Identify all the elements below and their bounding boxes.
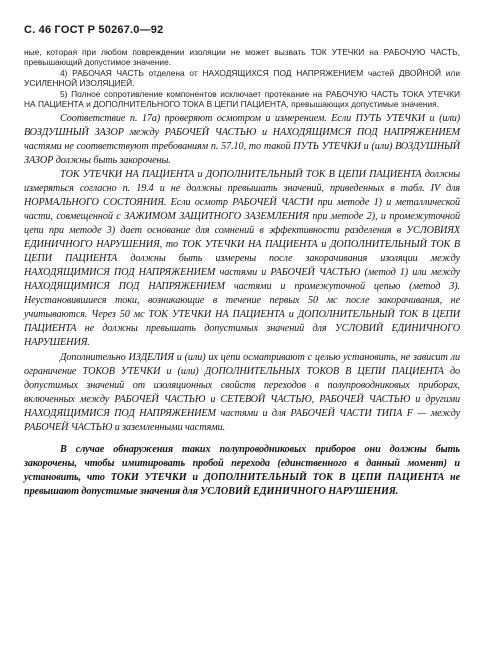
page-body [24, 47, 460, 499]
paragraph-leakage-current-test: ТОК УТЕЧКИ НА ПАЦИЕНТА и ДОПОЛНИТЕЛЬНЫЙ ТОК В ЦЕПИ ПАЦИЕНТА должны измеряться согласно п. 19.4 и не должны превышать значений, приведенных в табл. IV для НОРМАЛЬНОГО СОСТОЯНИЯ. Если осмотр РАБОЧЕЙ ЧАСТИ при методе 1) и металлической части, совмещенной с ЗАЖИМОМ ЗАЩИТНОГО ЗАЗЕМЛЕНИЯ при методе 2), и промежуточной цепи при методе 3) дает основание для сомнений в эффективности разделения в УСЛОВИЯХ ЕДИНИЧНОГО НАРУШЕНИЯ, то ТОК УТЕЧКИ НА ПАЦИЕНТА и ДОПОЛНИТЕЛЬНЫЙ ТОК В ЦЕПИ ПАЦИЕНТА должны быть измерены после закорачивания изоляции между НАХОДЯЩИМИСЯ ПОД НАПРЯЖЕНИЕМ частями и РАБОЧЕЙ ЧАСТЬЮ (метод 1) или между НАХОДЯЩИМИСЯ ПОД НАПРЯЖЕНИЕМ частями и промежуточной цепью (метод 3). Неустановившиеся токи, возникающие в течение первых 50 мс после закорачивания, не учитываются. Через 50 мс ТОК УТЕЧКИ НА ПАЦИЕНТА и ДОПОЛНИТЕЛЬНЫЙ ТОК В ЦЕПИ ПАЦИЕНТА не должны превышать допустимых значений для УСЛОВИЙ ЕДИНИЧНОГО НАРУШЕНИЯ. [24, 169, 460, 348]
paragraph-additional-inspection: Дополнительно ИЗДЕЛИЯ и (или) их цепи осматривают с целью установить, не зависит ли ограничение ТОКОВ УТЕЧКИ и (или) ДОПОЛНИТЕЛЬНЫХ ТОКОВ В ЦЕПИ ПАЦИЕНТА до допустимых значений от изоляционных свойств переходов в полупроводниковых приборах, включенных между РАБОЧЕЙ ЧАСТЬЮ и СЕТЕВОЙ ЧАСТЬЮ, РАБОЧЕЙ ЧАСТЬЮ и другими НАХОДЯЩИМИСЯ ПОД НАПРЯЖЕНИЕМ частями и для РАБОЧЕЙ ЧАСТИ ТИПА F — между РАБОЧЕЙ ЧАСТЬЮ и заземленными частями. [24, 352, 460, 433]
paragraph-semiconductor-shorting: В случае обнаружения таких полупроводниковых приборов они должны быть закорочены, чтобы имитировать пробой перехода (единственного в данный момент) и установить, что ТОКИ УТЕЧКИ и ДОПОЛНИТЕЛЬНЫЙ ТОК В ЦЕПИ ПАЦИЕНТА не превышают допустимые значения для УСЛОВИЙ ЕДИНИЧНОГО НАРУШЕНИЯ. [24, 444, 460, 497]
paragraph-continuation: ные, которая при любом повреждении изоляции не может вызвать ТОК УТЕЧКИ на РАБОЧУЮ ЧАСТЬ, превышающий допустимое значение. [24, 47, 460, 67]
page-header: С. 46 ГОСТ Р 50267.0—92 [24, 24, 164, 36]
paragraph-item-4: 4) РАБОЧАЯ ЧАСТЬ отделена от НАХОДЯЩИХСЯ ПОД НАПРЯЖЕНИЕМ частей ДВОЙНОЙ или УСИЛЕННОЙ ИЗОЛЯЦИЕЙ. [24, 68, 460, 88]
paragraph-compliance-check: Соответствие п. 17а) проверяют осмотром и измерением. Если ПУТЬ УТЕЧКИ и (или) ВОЗДУШНЫЙ ЗАЗОР между РАБОЧЕЙ ЧАСТЬЮ и НАХОДЯЩИМСЯ ПОД НАПРЯЖЕНИЕМ частями не соответствуют требованиям п. 57.10, то такой ПУТЬ УТЕЧКИ и (или) ВОЗДУШНЫЙ ЗАЗОР должны быть закорочены. [24, 113, 460, 166]
paragraph-item-5: 5) Полное сопротивление компонентов исключает протекание на РАБОЧУЮ ЧАСТЬ ТОКА УТЕЧКИ НА ПАЦИЕНТА и ДОПОЛНИТЕЛЬНОГО ТОКА В ЦЕПИ ПАЦИЕНТА, превышающих допустимые значения. [24, 89, 460, 109]
